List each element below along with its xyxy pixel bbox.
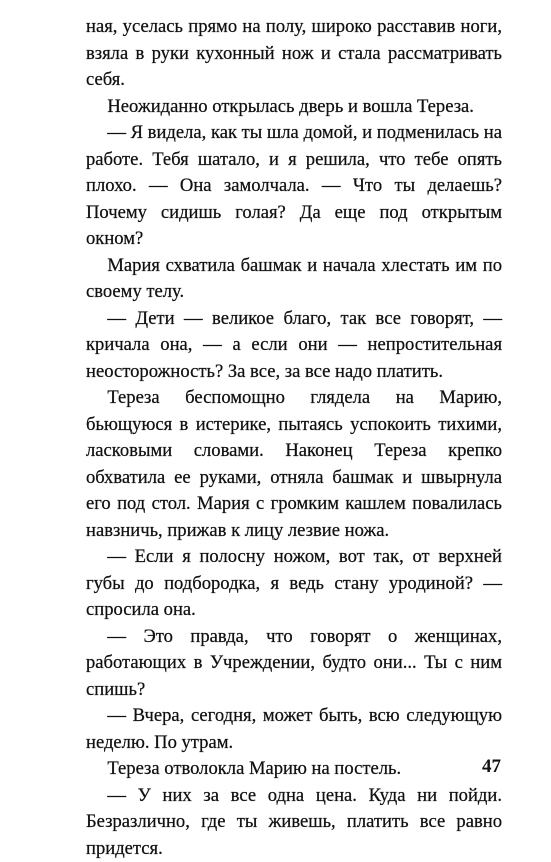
paragraph: — Это правда, что говорят о женщинах, работающих в Учреждении, будто они... Ты с ним спишь?: [86, 624, 502, 704]
paragraph: — Вчера, сегодня, может быть, всю следующую неделю. По утрам.: [86, 703, 502, 756]
paragraph: — Я видела, как ты шла домой, и подменилась на работе. Тебя шатало, и я решила, что тебе опять плохо. — Она замолчала. — Что ты делаешь? Почему сидишь голая? Да еще под открытым окном?: [86, 120, 502, 253]
paragraph: — Если я полосну ножом, вот так, от верхней губы до подбородка, я ведь стану уродиной? — спросила она.: [86, 544, 502, 624]
page-text: [86, 14, 502, 862]
page-number: 47: [482, 756, 501, 778]
paragraph: Тереза отволокла Марию на постель.: [86, 756, 502, 783]
paragraph: Неожиданно открылась дверь и вошла Тереза.: [86, 94, 502, 121]
paragraph: — Дети — великое благо, так все говорят, — кричала она, — а если они — непростительная неосторожность? За все, за все надо платить.: [86, 306, 502, 386]
paragraph: ная, уселась прямо на полу, широко расставив ноги, взяла в руки кухонный нож и стала рассматривать себя.: [86, 14, 502, 94]
paragraph: Тереза беспомощно глядела на Марию, бьющуюся в истерике, пытаясь успокоить тихими, ласковыми словами. Наконец Тереза крепко обхватила ее руками, отняла башмак и швырнула его под стол. Мария с громким кашлем повалилась навзничь, прижав к лицу лезвие ножа.: [86, 385, 502, 544]
paragraph: Мария схватила башмак и начала хлестать им по своему телу.: [86, 253, 502, 306]
paragraph: — У них за все одна цена. Куда ни пойди. Безразлично, где ты живешь, платить все равно придется.: [86, 783, 502, 862]
